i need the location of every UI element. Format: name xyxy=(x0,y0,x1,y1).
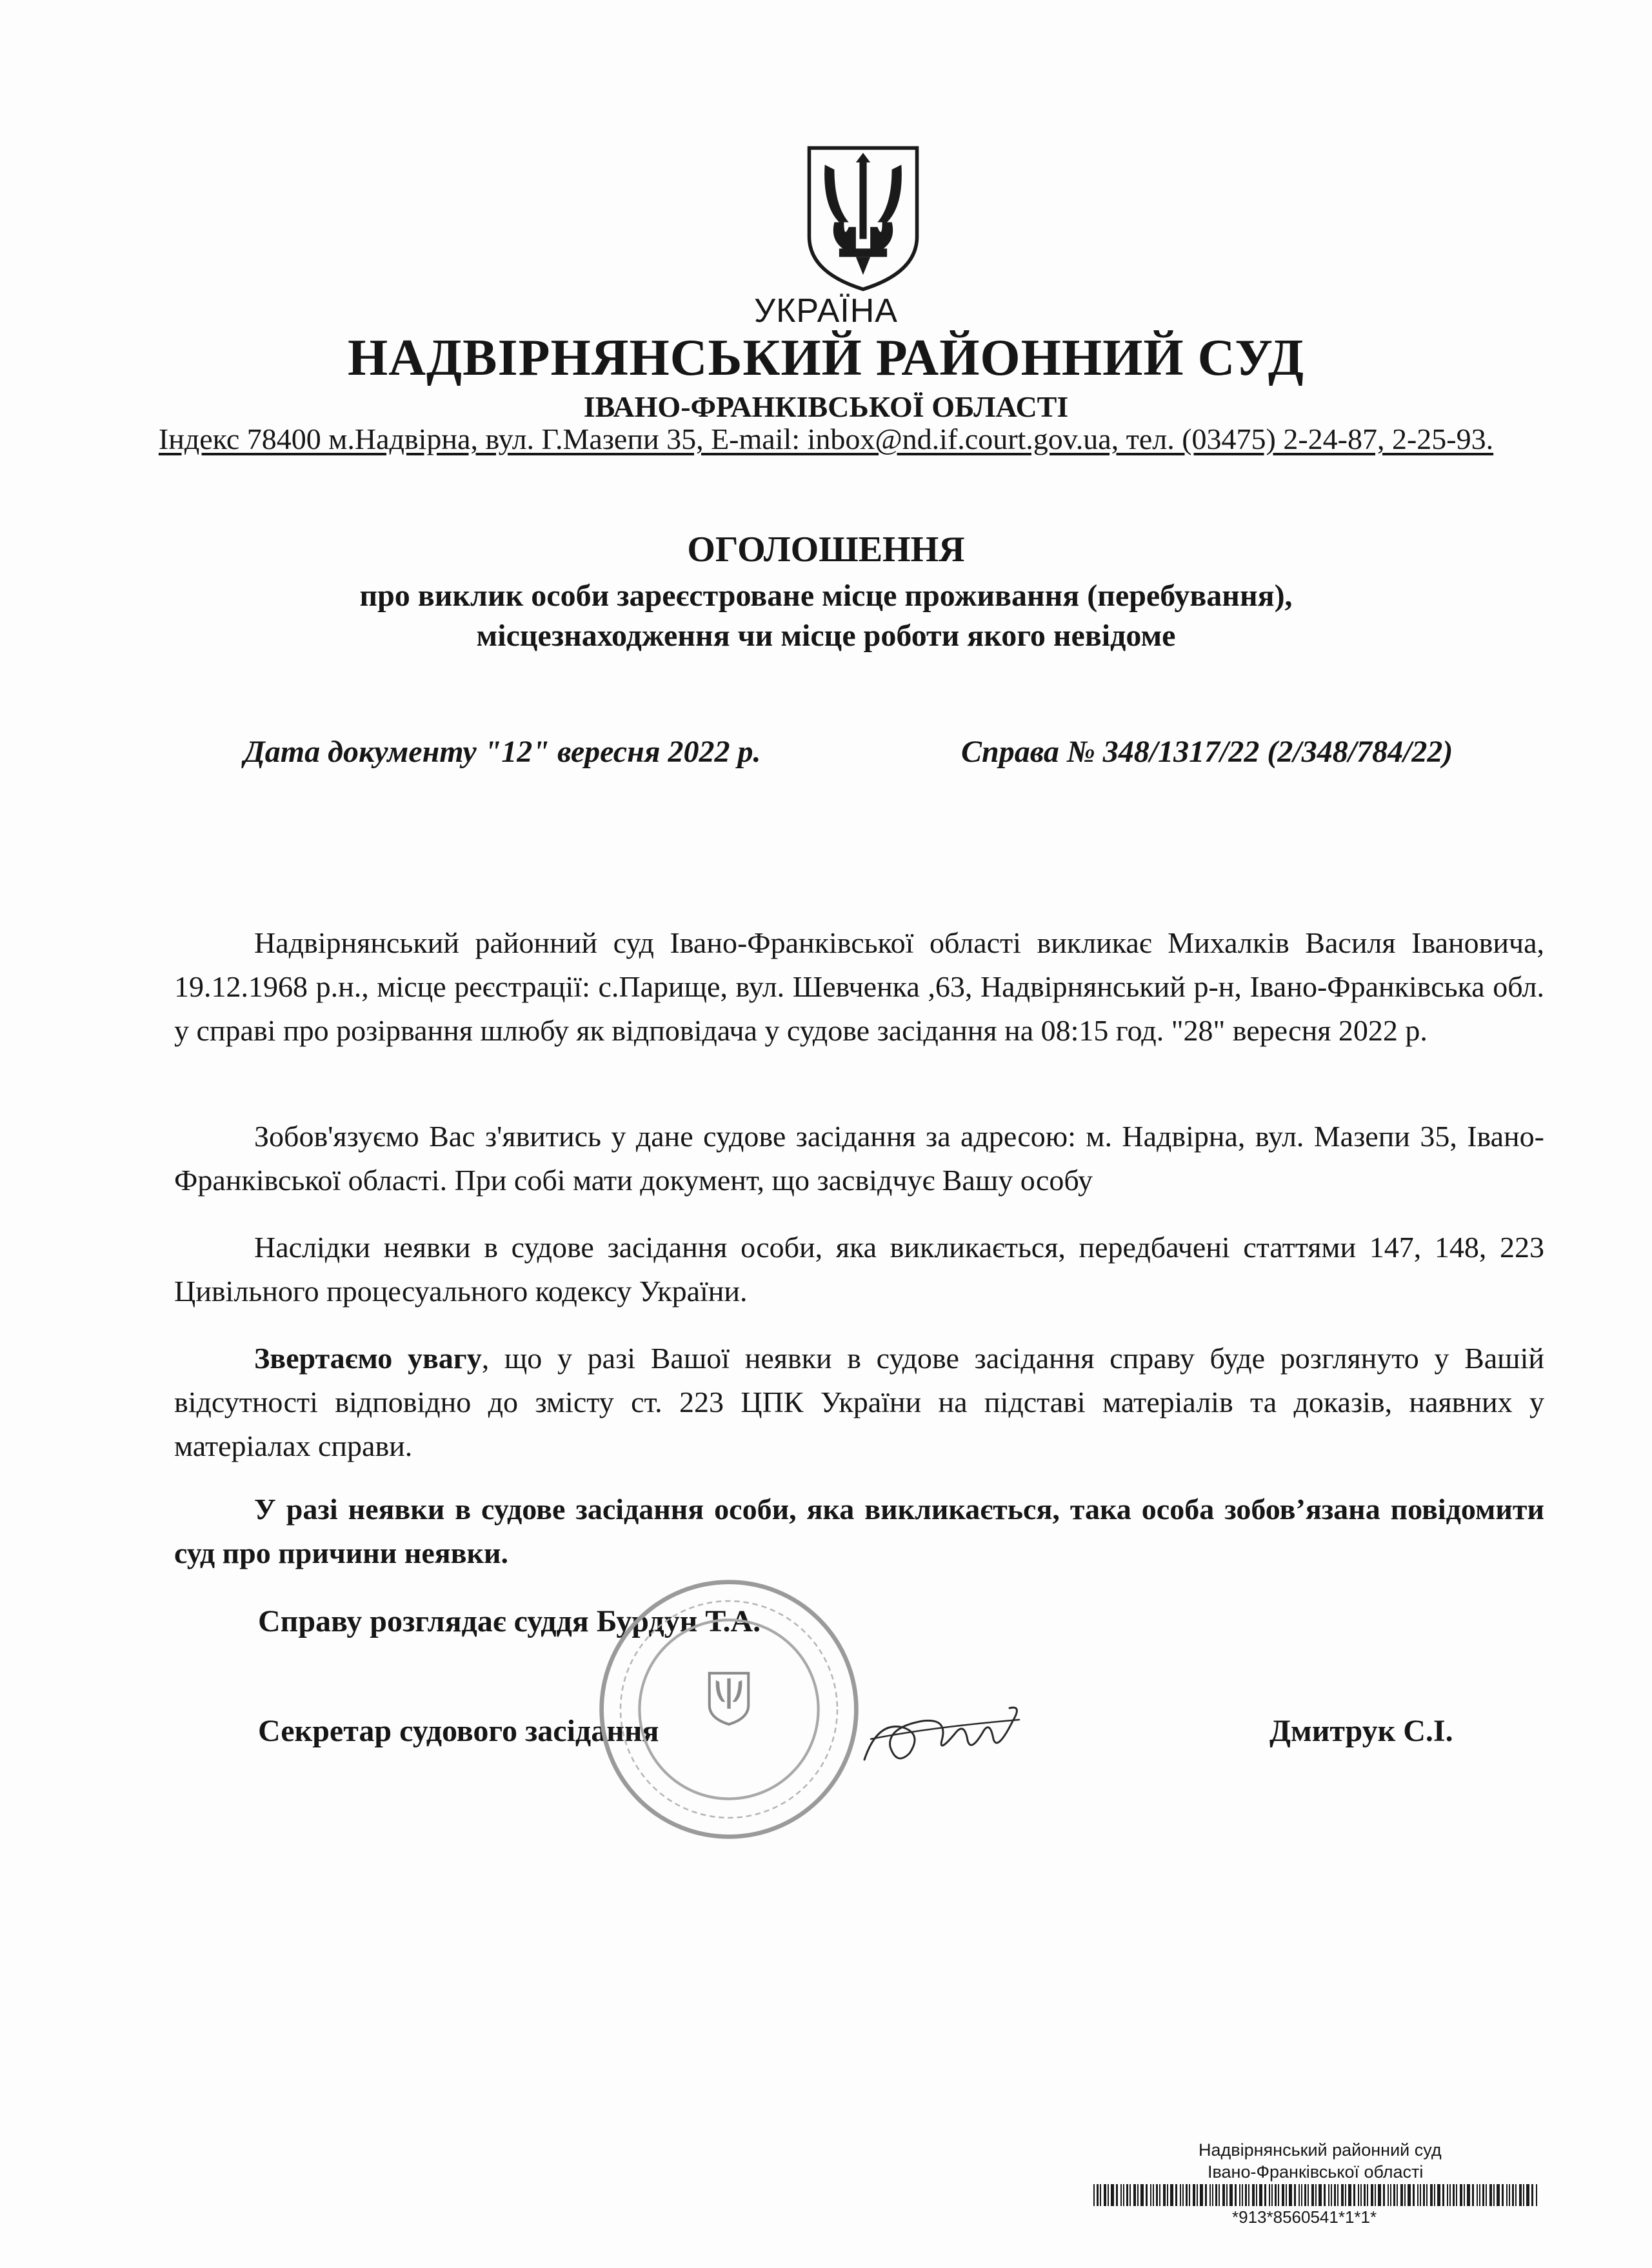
notice-subtitle-line-2: місцезнаходження чи місце роботи якого невідоме xyxy=(476,619,1176,653)
barcode-bar xyxy=(1282,2184,1284,2206)
attention-paragraph xyxy=(174,1337,1544,1468)
appearance-paragraph: Зобов'язуємо Вас з'явитись у дане судове засідання за адресою: м. Надвірна, вул. Мазепи 35, Івано-Франківської області. При собі мати документ, що засвідчує Вашу особу xyxy=(174,1120,1544,1197)
barcode-bar xyxy=(1311,2184,1314,2206)
barcode-bar xyxy=(1434,2184,1435,2206)
barcode-bar xyxy=(1180,2184,1181,2206)
barcode-bar xyxy=(1235,2184,1237,2206)
barcode-bar xyxy=(1304,2184,1306,2206)
barcode-bar xyxy=(1515,2184,1517,2206)
barcode-bar xyxy=(1226,2184,1228,2206)
barcode-bar xyxy=(1486,2184,1487,2206)
barcode-bar xyxy=(1222,2184,1225,2206)
barcode-bar xyxy=(1430,2184,1433,2206)
consequences-paragraph: Наслідки неявки в судове засідання особи, яка викликається, передбачені статтями 147, 148, 223 Цивільного процесуального кодексу України. xyxy=(174,1231,1544,1308)
barcode-bar xyxy=(1364,2184,1366,2206)
secretary-name: Дмитрук С.І. xyxy=(1269,1714,1453,1748)
barcode-bar xyxy=(1482,2184,1484,2206)
barcode-bar xyxy=(1497,2184,1500,2206)
barcode-bar xyxy=(1308,2184,1309,2206)
barcode-bar xyxy=(1163,2184,1166,2206)
country-name: УКРАЇНА xyxy=(754,292,898,330)
barcode-bar xyxy=(1397,2184,1398,2206)
barcode-bar xyxy=(1239,2184,1240,2206)
barcode-bar xyxy=(1248,2184,1249,2206)
barcode-bar xyxy=(1245,2184,1247,2206)
barcode-bar xyxy=(1212,2184,1213,2206)
barcode-bar xyxy=(1400,2184,1403,2206)
judge-line: Справу розглядає суддя Бурдун Т.А. xyxy=(258,1604,761,1638)
court-name: НАДВІРНЯНСЬКИЙ РАЙОННИЙ СУД xyxy=(348,330,1304,386)
barcode-bar xyxy=(1393,2184,1395,2206)
barcode-bar xyxy=(1271,2184,1273,2206)
barcode-bar xyxy=(1186,2184,1188,2206)
barcode-bar xyxy=(1408,2184,1411,2206)
barcode-bar xyxy=(1116,2184,1118,2206)
barcode-bar xyxy=(1286,2184,1287,2206)
barcode-bar xyxy=(1489,2184,1492,2206)
barcode-bar xyxy=(1209,2184,1211,2206)
barcode-bar xyxy=(1493,2184,1495,2206)
barcode-bar xyxy=(1447,2184,1448,2206)
barcode-bar xyxy=(1130,2184,1131,2206)
barcode-bar xyxy=(1413,2184,1415,2206)
trident-coat-of-arms-icon xyxy=(803,143,923,293)
barcode-bar xyxy=(1337,2184,1339,2206)
document-date: Дата документу "12" вересня 2022 р. xyxy=(244,735,761,769)
secretary-label: Секретар судового засідання xyxy=(258,1714,659,1748)
barcode-bar xyxy=(1108,2184,1109,2206)
barcode-bar xyxy=(1200,2184,1203,2206)
footer-court-region: Івано-Франківської області xyxy=(1208,2162,1424,2182)
barcode-bar xyxy=(1523,2184,1524,2206)
barcode-bar xyxy=(1229,2184,1233,2206)
barcode-bar xyxy=(1275,2184,1277,2206)
barcode-bar xyxy=(1189,2184,1190,2206)
barcode-bar xyxy=(1137,2184,1139,2206)
non-appearance-paragraph: У разі неявки в судове засідання особи, яка викликається, така особа зобов’язана повідомити суд про причини неявки. xyxy=(174,1493,1544,1569)
court-seal-stamp xyxy=(593,1574,864,1845)
barcode-bar xyxy=(1404,2184,1406,2206)
barcode-bar xyxy=(1289,2184,1292,2206)
barcode-bar xyxy=(1472,2184,1474,2206)
barcode-bar xyxy=(1371,2184,1373,2206)
attention-text: , що у разі Вашої неявки в судове засідання справу буде розглянуто у Вашій відсутності відповідно до змісту ст. 223 ЦПК України на підставі матеріалів та доказів, наявних у матеріалах справи. xyxy=(174,1342,1545,1462)
barcode-bar xyxy=(1334,2184,1336,2206)
court-region: ІВАНО-ФРАНКІВСЬКОЇ ОБЛАСТІ xyxy=(583,390,1069,423)
barcode-bar xyxy=(1512,2184,1514,2206)
barcode-bar xyxy=(1264,2184,1266,2206)
barcode-bar xyxy=(1420,2184,1421,2206)
barcode-bar xyxy=(1442,2184,1444,2206)
barcode-bar xyxy=(1319,2184,1322,2206)
barcode-bar xyxy=(1509,2184,1510,2206)
barcode-bar xyxy=(1423,2184,1425,2206)
handwritten-signature xyxy=(851,1682,1045,1786)
barcode-bar xyxy=(1100,2184,1101,2206)
barcode-bar xyxy=(1348,2184,1351,2206)
barcode-bar xyxy=(1150,2184,1151,2206)
barcode-bar xyxy=(1345,2184,1346,2206)
barcode-bar xyxy=(1294,2184,1296,2206)
barcode-bar xyxy=(1120,2184,1122,2206)
barcode-bar xyxy=(1156,2184,1158,2206)
barcode-bar xyxy=(1375,2184,1376,2206)
barcode-bar xyxy=(1219,2184,1220,2206)
barcode-bar xyxy=(1467,2184,1470,2206)
barcode-bar xyxy=(1341,2184,1344,2206)
notice-subtitle-line-1: про виклик особи зареєстроване місце проживання (перебування), xyxy=(359,579,1293,613)
barcode-bar xyxy=(1360,2184,1362,2206)
barcode-bar xyxy=(1193,2184,1195,2206)
barcode-bar xyxy=(1460,2184,1462,2206)
attention-lead: Звертаємо увагу xyxy=(254,1342,482,1375)
barcode-bar xyxy=(1252,2184,1255,2206)
barcode-bar xyxy=(1175,2184,1177,2206)
barcode xyxy=(1093,2184,1538,2206)
barcode-bar xyxy=(1170,2184,1173,2206)
barcode-bar xyxy=(1383,2184,1385,2206)
summons-paragraph: Надвірнянський районний суд Івано-Франківської області викликає Михалків Василя Івановича, 19.12.1968 р.н., місце реєстрації: с.Парище, вул. Шевченка ,63, Надвірнянський р-н, Івано-Франківська обл. у справі про розірвання шлюбу як відповідача у судове засідання на 08:15 год. "28" вересня 2022 р. xyxy=(174,926,1544,1047)
barcode-bar xyxy=(1353,2184,1355,2206)
barcode-bar xyxy=(1123,2184,1124,2206)
barcode-bar xyxy=(1111,2184,1114,2206)
barcode-bar xyxy=(1278,2184,1279,2206)
barcode-bar xyxy=(1126,2184,1128,2206)
barcode-bar xyxy=(1315,2184,1317,2206)
barcode-bar xyxy=(1093,2184,1095,2206)
barcode-bar xyxy=(1506,2184,1508,2206)
barcode-bar xyxy=(1182,2184,1184,2206)
barcode-bar xyxy=(1140,2184,1144,2206)
barcode-bar xyxy=(1328,2184,1329,2206)
barcode-bar xyxy=(1388,2184,1389,2206)
footer-court-name: Надвірнянський районний суд xyxy=(1199,2140,1442,2160)
barcode-bar xyxy=(1526,2184,1529,2206)
barcode-bar xyxy=(1133,2184,1136,2206)
barcode-bar xyxy=(1519,2184,1522,2206)
barcode-bar xyxy=(1390,2184,1391,2206)
barcode-bar xyxy=(1269,2184,1270,2206)
court-address: Індекс 78400 м.Надвірна, вул. Г.Мазепи 35, E-mail: inbox@nd.if.court.gov.ua, тел. (03475) 2-24-87, 2-25-93. xyxy=(158,423,1494,455)
case-number: Справа № 348/1317/22 (2/348/784/22) xyxy=(961,735,1453,769)
barcode-bar xyxy=(1104,2184,1106,2206)
barcode-bar xyxy=(1456,2184,1457,2206)
barcode-bar xyxy=(1197,2184,1198,2206)
barcode-bar xyxy=(1449,2184,1451,2206)
barcode-bar xyxy=(1536,2184,1537,2206)
barcode-bar xyxy=(1453,2184,1455,2206)
barcode-bar xyxy=(1153,2184,1154,2206)
barcode-bar xyxy=(1358,2184,1359,2206)
barcode-number: *913*8560541*1*1* xyxy=(1232,2207,1377,2227)
barcode-bar xyxy=(1167,2184,1168,2206)
barcode-bar xyxy=(1437,2184,1440,2206)
barcode-bar xyxy=(1242,2184,1243,2206)
barcode-bar xyxy=(1256,2184,1257,2206)
barcode-bar xyxy=(1097,2184,1099,2206)
barcode-bar xyxy=(1367,2184,1368,2206)
barcode-bar xyxy=(1479,2184,1480,2206)
barcode-bar xyxy=(1159,2184,1160,2206)
barcode-bar xyxy=(1299,2184,1300,2206)
barcode-bar xyxy=(1324,2184,1326,2206)
barcode-bar xyxy=(1417,2184,1418,2206)
barcode-bar xyxy=(1259,2184,1262,2206)
barcode-bar xyxy=(1464,2184,1465,2206)
barcode-bar xyxy=(1301,2184,1302,2206)
barcode-bar xyxy=(1477,2184,1478,2206)
barcode-bar xyxy=(1205,2184,1207,2206)
notice-title: ОГОЛОШЕННЯ xyxy=(687,530,965,570)
barcode-bar xyxy=(1531,2184,1533,2206)
barcode-bar xyxy=(1331,2184,1332,2206)
barcode-bar xyxy=(1146,2184,1148,2206)
barcode-bar xyxy=(1215,2184,1217,2206)
barcode-bar xyxy=(1502,2184,1504,2206)
barcode-bar xyxy=(1426,2184,1428,2206)
barcode-bar xyxy=(1378,2184,1381,2206)
